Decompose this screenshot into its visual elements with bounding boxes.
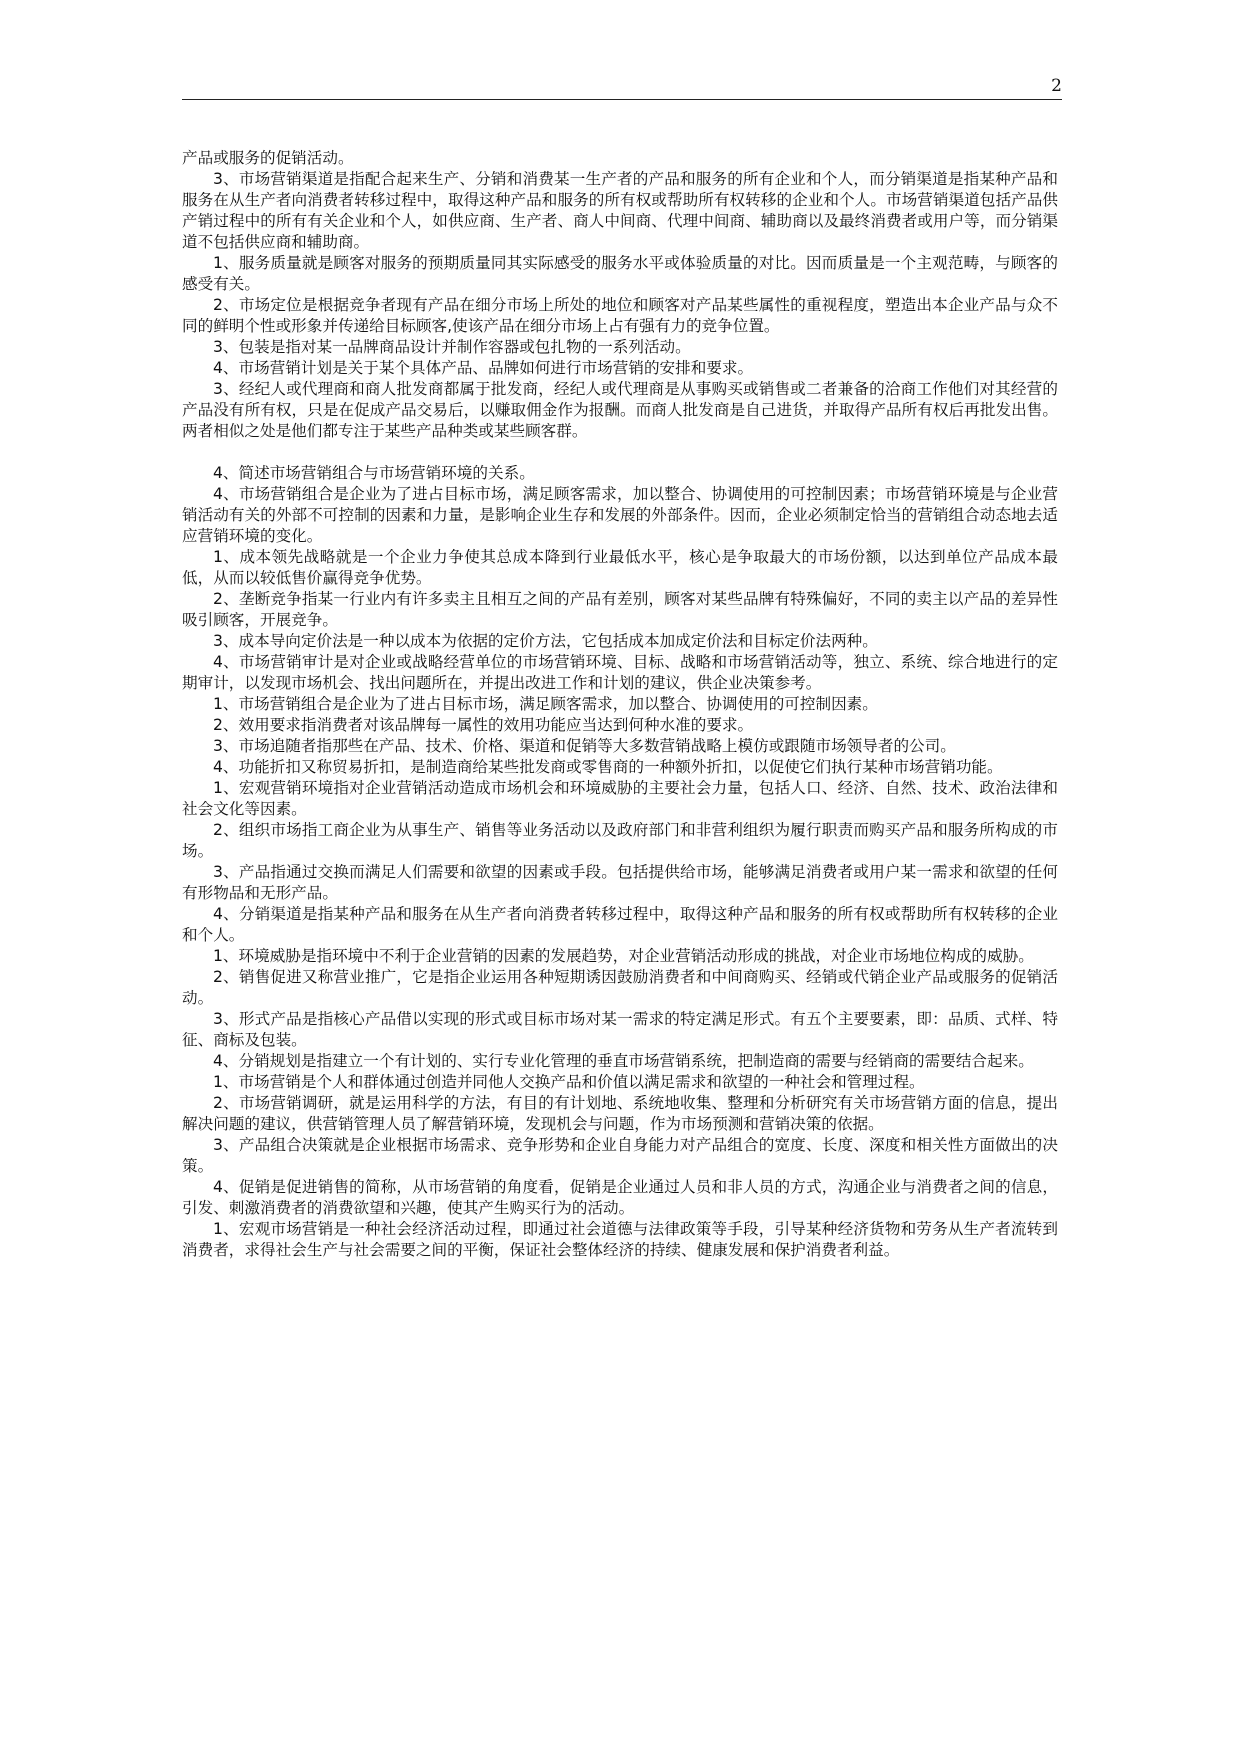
paragraph-spacer: [182, 442, 1058, 463]
paragraph: 1、市场营销组合是企业为了进占目标市场，满足顾客需求，加以整合、协调使用的可控制因素。: [213, 695, 878, 713]
paragraph: 1、服务质量就是顾客对服务的预期质量同其实际感受的服务水平或体验质量的对比。因而质量是一个主观范畴，与顾客的感受有关。: [182, 254, 1058, 293]
paragraph: 3、产品指通过交换而满足人们需要和欲望的因素或手段。包括提供给市场，能够满足消费者或用户某一需求和欲望的任何有形物品和无形产品。: [182, 863, 1058, 902]
paragraph: 2、销售促进又称营业推广，它是指企业运用各种短期诱因鼓励消费者和中间商购买、经销或代销企业产品或服务的促销活动。: [182, 968, 1058, 1007]
paragraph: 4、市场营销审计是对企业或战略经营单位的市场营销环境、目标、战略和市场营销活动等，独立、系统、综合地进行的定期审计，以发现市场机会、找出问题所在，并提出改进工作和计划的建议，供企业决策参考。: [182, 653, 1058, 692]
paragraph: 1、宏观市场营销是一种社会经济活动过程，即通过社会道德与法律政策等手段，引导某种经济货物和劳务从生产者流转到消费者，求得社会生产与社会需要之间的平衡，保证社会整体经济的持续、健康发展和保护消费者利益。: [182, 1220, 1058, 1259]
paragraph: 4、功能折扣又称贸易折扣，是制造商给某些批发商或零售商的一种额外折扣，以促使它们执行某种市场营销功能。: [213, 758, 1003, 776]
paragraph: 2、市场定位是根据竞争者现有产品在细分市场上所处的地位和顾客对产品某些属性的重视程度，塑造出本企业产品与众不同的鲜明个性或形象并传递给目标顾客,使该产品在细分市场上占有强有力的竞争位置。: [182, 296, 1058, 335]
paragraph: 4、市场营销组合是企业为了进占目标市场，满足顾客需求，加以整合、协调使用的可控制因素；市场营销环境是与企业营销活动有关的外部不可控制的因素和力量，是影响企业生存和发展的外部条件。因而，企业必须制定恰当的营销组合动态地去适应营销环境的变化。: [182, 485, 1058, 545]
paragraph: 产品或服务的促销活动。: [182, 149, 354, 167]
paragraph: 4、分销规划是指建立一个有计划的、实行专业化管理的垂直市场营销系统，把制造商的需要与经销商的需要结合起来。: [213, 1052, 1034, 1070]
header-rule: [182, 99, 1062, 100]
paragraph: 2、效用要求指消费者对该品牌每一属性的效用功能应当达到何种水准的要求。: [213, 716, 754, 734]
paragraph: 2、组织市场指工商企业为从事生产、销售等业务活动以及政府部门和非营利组织为履行职责而购买产品和服务所构成的市场。: [182, 821, 1058, 860]
paragraph: 1、环境威胁是指环境中不利于企业营销的因素的发展趋势，对企业营销活动形成的挑战，对企业市场地位构成的威胁。: [213, 947, 1034, 965]
paragraph: 3、成本导向定价法是一种以成本为依据的定价方法，它包括成本加成定价法和目标定价法两种。: [213, 632, 878, 650]
paragraph: 1、市场营销是个人和群体通过创造并同他人交换产品和价值以满足需求和欲望的一种社会和管理过程。: [213, 1073, 925, 1091]
paragraph: 2、垄断竞争指某一行业内有许多卖主且相互之间的产品有差别，顾客对某些品牌有特殊偏好，不同的卖主以产品的差异性吸引顾客，开展竞争。: [182, 590, 1058, 629]
paragraph: 1、成本领先战略就是一个企业力争使其总成本降到行业最低水平，核心是争取最大的市场份额，以达到单位产品成本最低，从而以较低售价赢得竞争优势。: [182, 548, 1058, 587]
paragraph: 4、分销渠道是指某种产品和服务在从生产者向消费者转移过程中，取得这种产品和服务的所有权或帮助所有权转移的企业和个人。: [182, 905, 1058, 944]
paragraph: 4、市场营销计划是关于某个具体产品、品牌如何进行市场营销的安排和要求。: [213, 359, 754, 377]
section-question: 4、简述市场营销组合与市场营销环境的关系。: [213, 464, 535, 482]
paragraph: 3、市场追随者指那些在产品、技术、价格、渠道和促销等大多数营销战略上模仿或跟随市场领导者的公司。: [213, 737, 956, 755]
paragraph: 1、宏观营销环境指对企业营销活动造成市场机会和环境威胁的主要社会力量，包括人口、经济、自然、技术、政治法律和社会文化等因素。: [182, 779, 1058, 818]
paragraph: 3、经纪人或代理商和商人批发商都属于批发商，经纪人或代理商是从事购买或销售或二者兼备的洽商工作他们对其经营的产品没有所有权，只是在促成产品交易后，以赚取佣金作为报酬。而商人批发商是自己进货，并取得产品所有权后再批发出售。两者相似之处是他们都专注于某些产品种类或某些顾客群。: [182, 380, 1058, 440]
document-body: [182, 148, 1058, 1261]
paragraph: 4、促销是促进销售的简称，从市场营销的角度看，促销是企业通过人员和非人员的方式，沟通企业与消费者之间的信息，引发、刺激消费者的消费欲望和兴趣，使其产生购买行为的活动。: [182, 1178, 1058, 1217]
paragraph: 3、包装是指对某一品牌商品设计并制作容器或包扎物的一系列活动。: [213, 338, 691, 356]
paragraph: 3、产品组合决策就是企业根据市场需求、竞争形势和企业自身能力对产品组合的宽度、长度、深度和相关性方面做出的决策。: [182, 1136, 1058, 1175]
paragraph: 2、市场营销调研，就是运用科学的方法，有目的有计划地、系统地收集、整理和分析研究有关市场营销方面的信息，提出解决问题的建议，供营销管理人员了解营销环境，发现机会与问题，作为市场预测和营销决策的依据。: [182, 1094, 1058, 1133]
paragraph: 3、市场营销渠道是指配合起来生产、分销和消费某一生产者的产品和服务的所有企业和个人，而分销渠道是指某种产品和服务在从生产者向消费者转移过程中，取得这种产品和服务的所有权或帮助所有权转移的企业和个人。市场营销渠道包括产品供产销过程中的所有有关企业和个人，如供应商、生产者、商人中间商、代理中间商、辅助商以及最终消费者或用户等，而分销渠道不包括供应商和辅助商。: [182, 170, 1058, 251]
page-number: 2: [1051, 76, 1062, 96]
paragraph: 3、形式产品是指核心产品借以实现的形式或目标市场对某一需求的特定满足形式。有五个主要要素，即：品质、式样、特征、商标及包装。: [182, 1010, 1058, 1049]
